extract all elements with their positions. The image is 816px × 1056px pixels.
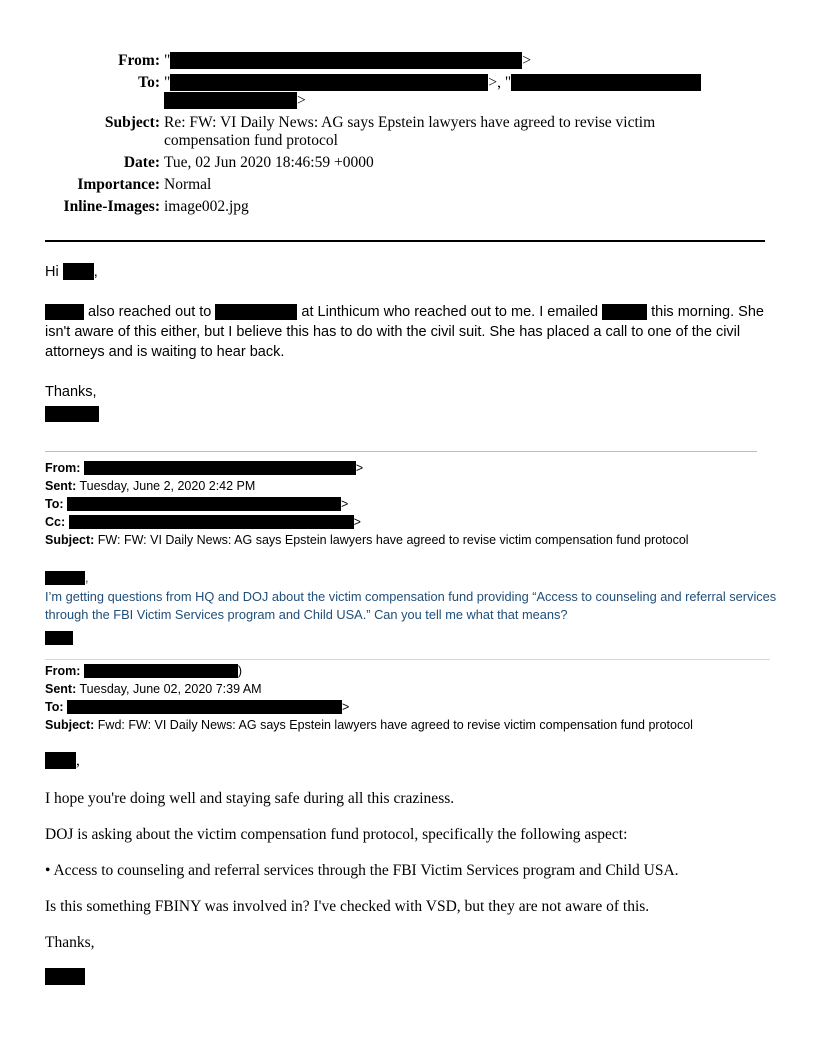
header-importance: Normal — [164, 176, 212, 193]
redaction-box — [170, 52, 522, 69]
header-divider — [45, 240, 765, 242]
forward1-cc-row — [45, 513, 785, 531]
redaction-box — [45, 631, 73, 645]
email-header — [0, 52, 816, 220]
original-signoff: Thanks, — [45, 934, 95, 951]
forward2-subject: Fwd: FW: VI Daily News: AG says Epstein lawyers have agreed to revise victim compensation fund protocol — [97, 718, 693, 732]
forward1-cc-close: > — [353, 515, 361, 529]
forward1-cc-label: Cc: — [45, 515, 66, 529]
reply-greeting-prefix: Hi — [45, 264, 63, 280]
redaction-box — [63, 263, 94, 280]
forward2-to-close: > — [342, 700, 350, 714]
header-date-row — [0, 154, 816, 176]
reply-body — [45, 262, 775, 424]
forward1-body — [45, 569, 780, 647]
redaction-box — [215, 304, 297, 320]
forward2-sent-row — [45, 680, 785, 698]
reply-paragraph — [45, 302, 775, 362]
forward1-from-row — [45, 459, 785, 477]
forward2-sent-label: Sent: — [45, 682, 77, 696]
redaction-box — [67, 700, 342, 714]
forward1-from-label: From: — [45, 461, 81, 475]
forward1-to-close: > — [341, 497, 349, 511]
forward1-greeting — [45, 569, 780, 588]
reply-greeting — [45, 262, 775, 282]
header-subject-label: Subject: — [104, 114, 160, 131]
redaction-box — [602, 304, 647, 320]
forward-divider — [45, 659, 770, 660]
forward2-to-row — [45, 698, 785, 716]
redaction-box — [45, 406, 99, 422]
forward2-from-label: From: — [45, 664, 81, 678]
reply-p1-b: at Linthicum who reached out to me. I emailed — [297, 304, 603, 320]
redaction-box — [69, 515, 354, 529]
header-from-close: > — [522, 52, 532, 69]
header-subject: Re: FW: VI Daily News: AG says Epstein lawyers have agreed to revise victim compensation fund protocol — [164, 114, 656, 149]
header-subject-row — [0, 114, 816, 154]
forward2-from-row — [45, 662, 785, 680]
forward2-header — [45, 662, 785, 734]
header-date-label: Date: — [123, 154, 160, 171]
forward1-greeting-suffix: , — [85, 570, 89, 585]
forward1-sent: Tuesday, June 2, 2020 2:42 PM — [79, 479, 256, 493]
reply-greeting-suffix: , — [93, 264, 98, 280]
header-from-label: From: — [118, 52, 160, 69]
header-to-mid: >, " — [488, 74, 512, 91]
original-greeting — [45, 752, 80, 770]
original-paragraph: I hope you're doing well and staying safe during all this craziness. — [45, 790, 455, 807]
original-paragraph: Is this something FBINY was involved in? I've checked with VSD, but they are not aware of this. — [45, 898, 650, 915]
reply-signoff: Thanks, — [45, 384, 97, 400]
redaction-box — [45, 752, 76, 769]
redaction-box — [45, 571, 85, 585]
forward2-subject-label: Subject: — [45, 718, 95, 732]
redaction-box — [164, 92, 297, 109]
reply-p1-c: this morning. She isn't aware of this either, but I believe this has to do with the civil suit. She has placed a call to one of the civil attorneys and is waiting to hear back. — [45, 304, 764, 360]
forward2-sent: Tuesday, June 02, 2020 7:39 AM — [79, 682, 262, 696]
forward1-to-row — [45, 495, 785, 513]
redaction-box — [45, 304, 84, 320]
header-inline-images-label: Inline-Images: — [63, 198, 160, 215]
header-importance-row — [0, 176, 816, 198]
forward2-from-close: ) — [237, 664, 243, 678]
header-importance-label: Importance: — [77, 176, 160, 193]
header-from-open-quote: " — [164, 52, 171, 69]
forward1-header — [45, 459, 785, 549]
header-to-label: To: — [138, 74, 160, 91]
header-to-row — [0, 74, 816, 114]
forward1-message: I’m getting questions from HQ and DOJ about the victim compensation fund providing “Access to counseling and referral services through the FBI Victim Services program and Child USA.” Can you tell me what that means? — [45, 588, 777, 622]
forward2-subject-row — [45, 716, 785, 734]
forward-divider — [45, 451, 757, 452]
redaction-box — [84, 461, 356, 475]
header-to-close: > — [297, 92, 306, 109]
redaction-box — [67, 497, 341, 511]
original-bullet: • Access to counseling and referral services through the FBI Victim Services program and Child USA. — [45, 862, 679, 879]
forward1-subject-label: Subject: — [45, 533, 95, 547]
redaction-box — [84, 664, 238, 678]
original-paragraph: DOJ is asking about the victim compensation fund protocol, specifically the following aspect: — [45, 826, 628, 843]
forward1-sent-label: Sent: — [45, 479, 77, 493]
forward1-subject-row — [45, 531, 785, 549]
header-to-open-quote: " — [164, 74, 171, 91]
forward1-from-close: > — [355, 461, 364, 475]
reply-p1-a: also reached out to — [84, 304, 216, 320]
forward1-signature — [45, 629, 780, 648]
redaction-box — [511, 74, 701, 91]
header-inline-images-row — [0, 198, 816, 220]
redaction-box — [45, 968, 85, 985]
forward1-subject: FW: FW: VI Daily News: AG says Epstein lawyers have agreed to revise victim compensation fund protocol — [97, 533, 689, 547]
reply-signature — [45, 404, 775, 424]
header-date: Tue, 02 Jun 2020 18:46:59 +0000 — [164, 154, 374, 171]
forward1-to-label: To: — [45, 497, 64, 511]
original-signature — [45, 968, 85, 986]
forward2-to-label: To: — [45, 700, 64, 714]
header-inline-images: image002.jpg — [164, 198, 249, 215]
redaction-box — [170, 74, 488, 91]
original-greeting-suffix: , — [76, 752, 80, 769]
forward1-sent-row — [45, 477, 785, 495]
header-from-row — [0, 52, 816, 74]
